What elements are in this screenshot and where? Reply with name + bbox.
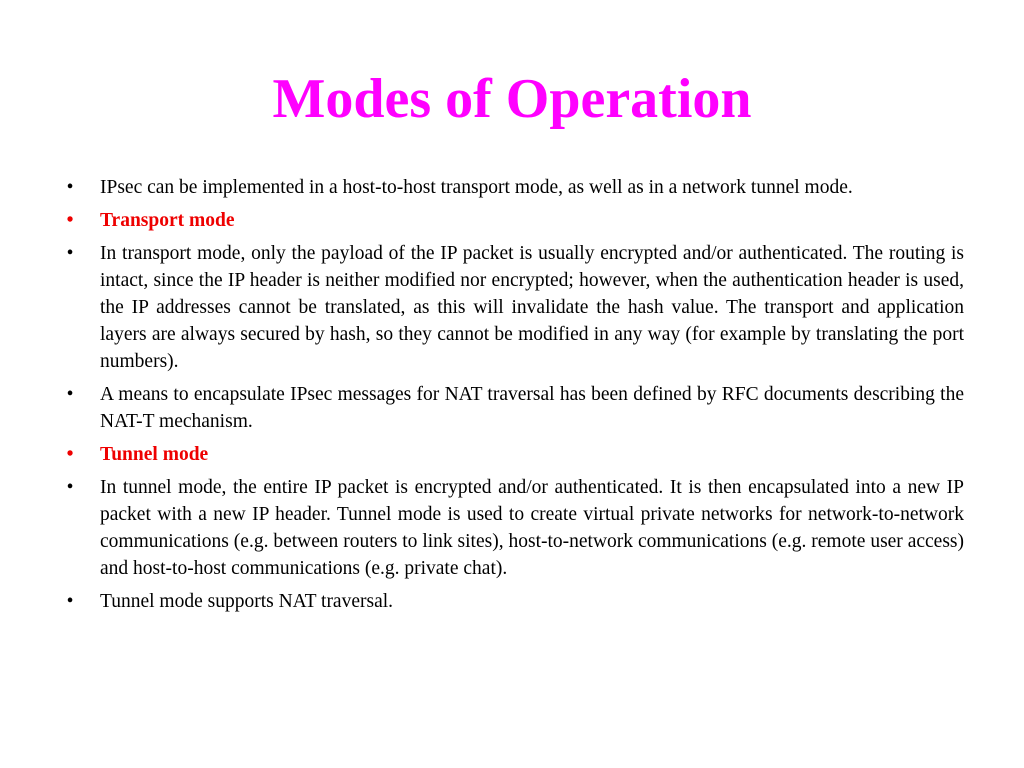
bullet-text: Transport mode bbox=[100, 210, 235, 231]
bullet-dot-icon: • bbox=[66, 210, 74, 231]
bullet-text: IPsec can be implemented in a host-to-host transport mode, as well as in a network tunnel mode. bbox=[100, 177, 853, 198]
bullet-dot-icon: • bbox=[66, 477, 74, 498]
bullet-dot-icon: • bbox=[66, 243, 74, 264]
bullet-heading-transport-mode bbox=[60, 207, 964, 234]
bullet-item bbox=[60, 381, 964, 435]
bullet-dot-icon: • bbox=[66, 177, 74, 198]
bullet-item bbox=[60, 174, 964, 201]
bullet-text: A means to encapsulate IPsec messages for NAT traversal has been defined by RFC documents describing the NAT-T mechanism. bbox=[100, 384, 964, 432]
bullet-list bbox=[60, 174, 964, 621]
bullet-item bbox=[60, 474, 964, 582]
bullet-text: Tunnel mode bbox=[100, 444, 209, 465]
bullet-text: In transport mode, only the payload of the IP packet is usually encrypted and/or authenticated. The routing is intact, since the IP header is neither modified nor encrypted; however, when the authentication header is used, the IP addresses cannot be translated, as this will invalidate the hash value. The transport and application layers are always secured by hash, so they cannot be modified in any way (for example by translating the port numbers). bbox=[100, 243, 964, 372]
bullet-item bbox=[60, 240, 964, 375]
bullet-dot-icon: • bbox=[66, 444, 74, 465]
bullet-dot-icon: • bbox=[66, 384, 74, 405]
bullet-text: Tunnel mode supports NAT traversal. bbox=[100, 591, 394, 612]
bullet-heading-tunnel-mode bbox=[60, 441, 964, 468]
bullet-item bbox=[60, 588, 964, 615]
bullet-dot-icon: • bbox=[66, 591, 74, 612]
bullet-text: In tunnel mode, the entire IP packet is encrypted and/or authenticated. It is then encapsulated into a new IP packet with a new IP header. Tunnel mode is used to create virtual private networks for network-to-network communications (e.g. between routers to link sites), host-to-network communications (e.g. remote user access) and host-to-host communications (e.g. private chat). bbox=[100, 477, 964, 579]
slide-title: Modes of Operation bbox=[272, 68, 752, 130]
